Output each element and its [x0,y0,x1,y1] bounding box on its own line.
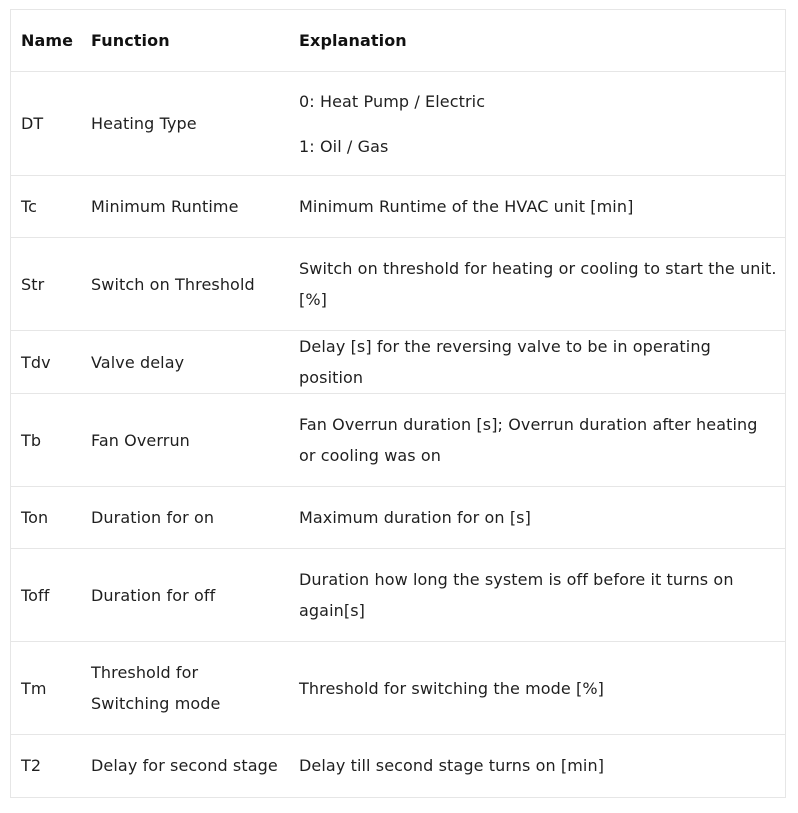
cell-function: Duration for on [81,487,289,549]
cell-function: Threshold for Switching mode [81,642,289,735]
cell-function: Minimum Runtime [81,176,289,238]
parameter-table [11,10,785,797]
cell-name: Str [11,238,81,331]
cell-explanation: Duration how long the system is off before it turns on again[s] [289,549,785,642]
cell-explanation: Minimum Runtime of the HVAC unit [min] [289,176,785,238]
table-row [11,176,785,238]
cell-name: Tb [11,394,81,487]
table-row [11,549,785,642]
cell-explanation: Delay [s] for the reversing valve to be in operating position [289,331,785,394]
cell-name: Ton [11,487,81,549]
cell-function: Valve delay [81,331,289,394]
cell-function: Delay for second stage [91,756,278,776]
cell-function: Heating Type [81,72,289,176]
table-row [11,487,785,549]
header-explanation: Explanation [289,10,785,72]
explanation-line: 0: Heat Pump / Electric [299,91,486,111]
cell-explanation: Threshold for switching the mode [%] [289,642,785,735]
explanation-line: 1: Oil / Gas [299,136,389,156]
table-row [11,238,785,331]
cell-explanation: Delay till second stage turns on [min] [299,756,605,776]
cell-name: Tm [11,642,81,735]
cell-explanation: Fan Overrun duration [s]; Overrun duration after heating or cooling was on [289,394,785,487]
cell-function: Duration for off [81,549,289,642]
cell-name: Tdv [11,331,81,394]
cell-name: DT [11,72,81,176]
table-row [11,642,785,735]
header-function: Function [81,10,289,72]
header-name: Name [11,10,81,72]
cell-explanation: Maximum duration for on [s] [289,487,785,549]
cell-name: T2 [21,756,42,776]
table-row [11,72,785,176]
cell-explanation: Switch on threshold for heating or cooling to start the unit. [%] [289,238,785,331]
table-row [11,394,785,487]
cell-function: Switch on Threshold [81,238,289,331]
table-header-row [11,10,785,72]
cell-name: Toff [11,549,81,642]
cell-name: Tc [11,176,81,238]
cell-function: Fan Overrun [81,394,289,487]
table-row [11,331,785,394]
cell-explanation [289,72,785,176]
parameter-table-container [10,9,786,798]
table-row [11,735,785,797]
